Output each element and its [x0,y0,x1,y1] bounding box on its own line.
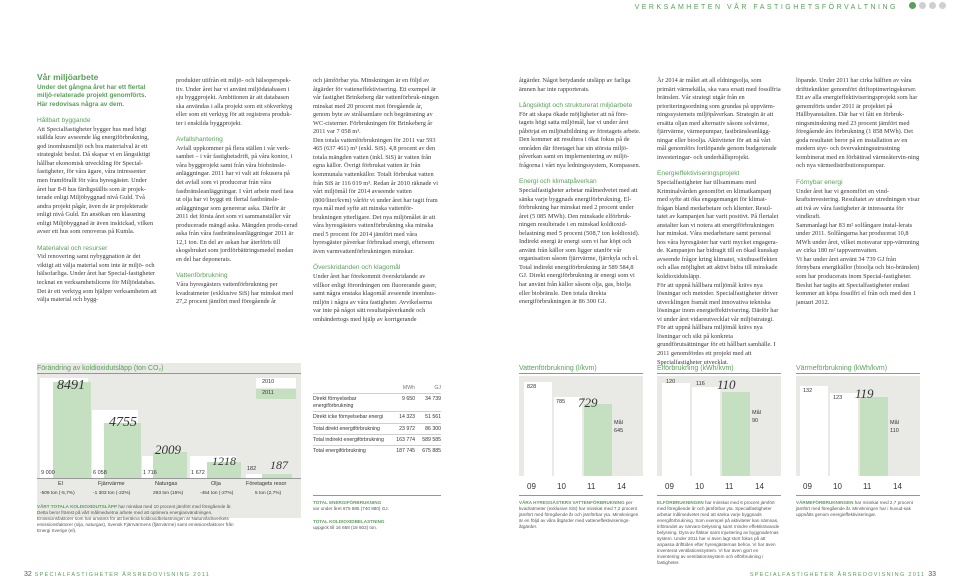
subheading: Energi och klimatpåverkan [519,178,597,186]
table-row [313,445,441,456]
page-number-left: 32 [24,571,32,578]
page-number-right: 33 [928,571,936,578]
water-value-09: 828 [527,384,537,390]
row-gj: 34 739 [425,396,441,403]
caption-lead: VÅRA HYRESGÄSTERS VATTENFÖRBRUKNING [519,500,625,505]
paragraph: För att uppnå hållbara miljömål krävs nya lösningar och sikt på konkreta grundförutsättningar för ett hållbart samhälle. I 2011 genomfördes ett projekt med att Specialfastigheter utvecklat. [657,324,776,366]
co2-category-el: El [58,481,63,487]
heat-year-14: 14 [893,482,902,491]
co2-change-resor: 5 ton (2,7%) [255,491,282,496]
paragraph: Under året har vi genomfört en vind-kraftsinvestering. Resultatet av utredningen visar att två av våra fastigheter är intressanta för vindkraft. [796,187,920,221]
heat-chart-title: Värmeförbrukning (kWh/kvm) [796,365,888,372]
paragraph: Specialfastigheter har tillsammans med Kriminalvården genomfört en klimatkampanj med syfte att öka engagemanget för klimat-frågan bland medarbetare och klienter. Resul-tatet av kampanjen har varit positivt. På flertalet anstalter kan vi notera att energiförbrukningen har minskat. Våra medarbetare samt personal hos våra hyresgäster har varit mycket engagera-de. Kampanjen har bidragit till en ökad kunskap avseende frågor kring klimatet, växthuseffekten och allas möjlighet att aktivt bidra till minskade koldioxidutsläpp. [657,179,779,281]
water-goal-value: 645 [614,428,624,434]
divider [796,495,920,496]
subheading: Förnybar energi [796,179,843,187]
heat-year-09: 09 [803,482,812,491]
column-header-gj: GJ [434,385,441,391]
paragraph: Specialfastigheter arbetar målmedvetet med att sänka varje byggnads energiförbrukning. El-förbrukning har minskat med 2 procent under året (5 085 MWh). Den minskade elförbruk-ningen resulterade i en minskad koldioxid-belastning med 5 procent (508,7 ton koldioxid). [519,187,640,237]
paragraph: Under året har förekommit överskridande av villkor enligt förordningen om fluorerande gaser, samt några enstaka klagomål avseende inomhus-miljön i några av våra fastigheter. Avvikelserna var inte på något sätt resultatpåverkande och omhändertogs med hjälp av korrigerande [313,273,437,323]
subheading: Energieffektiviseringsprojekt [657,170,740,178]
row-mwh: 163 774 [396,437,415,444]
caption-text: har minskat med 10 procent jämfört med föregående år. Detta beror främst på vårt målmedvetna arbete med att optimera energianvändningen. Emissionsfaktorer som har använts för att beräkna koldioxidbelastningen är Naturvårdsverkets emissionsfaktorer (olja, naturgas), Svensk Fjärrvärmens (fjärrvärme) samt emissionsfaktorer från Energi Sverige (el). [37,504,234,533]
energy-caption-2 [313,519,441,531]
column-header-mwh: MWh [402,385,415,391]
text-column-1 [37,73,157,305]
footer-right [750,571,936,578]
row-gj: 51 561 [425,414,441,421]
divider [657,495,781,496]
elec-chart-title: Elförbrukning (kWh/kvm) [657,365,734,372]
co2-caption [37,504,237,534]
caption-text: per kvadratmeter (exklusive SiS) har minskat med 7,2 procent jämfört med föregående år och jämförbar yta. Minskningen är en följd av våra åtgärder med vatteneffektiviserings-åtgärder. [519,500,639,529]
divider [313,495,441,496]
elec-bar-09 [662,383,690,476]
text-column-3 [313,77,441,324]
row-gj: 86 300 [425,425,441,432]
caption-lead: TOTAL ENERGIFÖRBRUKNING [313,500,382,505]
heat-year-10: 10 [833,482,842,491]
subheading: Långsiktigt och strukturerat miljöarbete [519,102,633,110]
co2-chart-title: Förändring av koldioxidutsläpp (ton CO₂) [37,365,164,372]
heat-goal-label: Mål [890,420,899,426]
subheading: Materialval och resurser [37,244,108,252]
heat-value-11: 119 [855,386,874,401]
water-caption [519,500,643,530]
elec-value-10: 116 [696,381,705,387]
water-bar-11 [584,404,612,476]
paragraph: Sammanlagt har 83 m² solfångare instal-lerats under 2011. Solfångarna har producerat 10,8 MWh under året, vilket motsvarar upp-värmning av cirka 180 m² tappvarmvatten. [796,221,920,255]
footer-left [24,571,210,578]
water-year-09: 09 [527,482,536,491]
caption-lead: VÅRT TOTALA KOLDIOXIDUTSLÄPP [37,504,118,509]
subheading: Avfallshantering [176,136,223,144]
text-column-6 [796,77,920,307]
paragraph: Vid renovering samt nybyggnation är det viktigt att välja material som inte är miljö- och hälsofarliga. Under året har Special-fastigheter tecknat en verksamhetslicens för Miljödatabas. Det är ett verktyg som hjälper verksamheten att välja material och bygg- [37,253,157,304]
co2-value-2011-naturgas: 2009 [155,442,181,457]
co2-value-2011-olja: 1218 [212,454,236,468]
paragraph: Indirekt energi är energi som vi har köpt och använt från källor som ligger utanför vår organisation såsom fjärrvärme, fjärrkyla och el. Total indirekt energiförbrukning är 589 584,8 GJ. Direkt energiförbrukning är energi som vi har använt från källor såsom olja, gas, biolja eller biobränsle. Den totala direkta energiförbrukningen är 86 300 GJ. [519,238,639,306]
paragraph: Beslut har tagits att Specialfastigheter endast kommer att köpa fossilfri el från och med den 1 januari 2012. [796,281,917,306]
text-column-4 [519,77,642,307]
legend-2010-label: 2010 [262,379,275,385]
divider [519,373,643,374]
caption-lead: ELFÖRBRUKNINGEN [657,500,704,505]
footer-publication-left: SPECIALFASTIGHETER ÅRSREDOVISNING 2011 [34,572,211,578]
caption-lead: TOTAL KOLDIOXIDBELASTNING [313,519,385,524]
divider [657,373,781,374]
row-label: Total direkt energiförbrukning [313,425,380,432]
subheading: Överskridanden och klagomål [313,264,401,272]
subheading: Vattenförbrukning [176,272,228,280]
text-column-5 [657,77,781,366]
paragraph: Avfall uppkommer på flera ställen i vår verk-samhet – i vår fastighetsdrift, på våra kontor, i våra byggprojekt samt från våra biobränsle-anläggningar. 2011 har vi valt att fokusera på det avfall som vi producerar från våra fastbränsleanläggningar. I vårt arbete med fasa ut olja har vi byggt ett flertal fastbränsle-anläggningar som genererar aska. Därför är 2011 det första året som vi sammanställer vår producerade mängd aska. Mängden produ-cerad aska från våra fastbränsleanläggningar 2011 är 12,1 ton. En del av askan har återförts till skogsbruket som jordförbättringsmedel medan en del har deponerats. [176,144,298,263]
paragraph: Våra hyresgästers vattenförbrukning per kvadratmeter (exklusive SiS) har minskat med 27,2 procent jämfört med föregående år [176,281,293,306]
row-label: Total indirekt energiförbrukning [313,437,384,444]
water-year-11: 11 [587,482,596,491]
heat-caption [796,500,920,518]
co2-change-naturgas: 293 ton (15%) [153,491,184,496]
text-column-2 [176,77,298,307]
caption-text: var under året 675 885 (740 880) GJ. [313,506,389,511]
heat-bar-11 [860,397,888,476]
caption-lead: VÄRMEFÖRBRUKNINGEN [796,500,854,505]
elec-year-14: 14 [755,482,764,491]
paragraph: åtgärder. Något betydande utsläpp av farliga ämnen har inte rapporterats. [519,77,631,93]
table-row [313,434,441,445]
footer-publication-right: SPECIALFASTIGHETER ÅRSREDOVISNING 2011 [749,572,926,578]
paragraph: och jämförbar yta. Minskningen är en följd av åtgärder för vatteneffektivisering. Ett exempel är vår fastighet Brinkeberg där vattenförbruk-ningen minskat med 20 procent mot föregående år, genom byte av strålsamlare och begränsning av WC-cisterner. Förbrukningen för Brinkeberg år 2011 var 7 058 m³. [313,77,439,136]
axis-line [37,478,301,479]
row-mwh: 187 745 [396,448,415,455]
indicator-dot [919,2,926,9]
water-value-11: 729 [578,395,598,410]
paragraph: År 2014 är målet att all eldningsolja, som primärt värmekälla, ska vara ersatt med fossilfria bränslen. Vår strategi utgår från en prioriteringsordning som grundas på uppvärm-ningssystemets miljöpåverkan. Strategin är att ersätta oljan med alternativ såsom solvärme, fjärrvärme, värmepumpar, fastbränsleanlägg-ningar eller bioolja. Aktiviteter för att nå vårt mål genomförs fortlöpande genom budgeterade investeringar- och underhållsprojekt. [657,77,781,161]
co2-bar-2011-el [53,382,91,478]
co2-value-2010-el: 9 000 [41,470,55,476]
elec-value-11: 110 [717,377,736,392]
co2-value-2011-fjarrvarme: 4755 [109,415,137,430]
paragraph: Att Specialfastigheter bygger hus med högt ställda krav avseende låg energiförbrukning, god inomhusmiljö och bra materialval är ett strategiskt beslut. Då skapar vi en långsiktigt hållbar ekonomisk utveckling för Special-fastigheter, för våra ägare, våra intressenter men framförallt för våra hyresgäster. Under året har 8-8 hus färdigställts som är projek-terade enligt Miljöbyggnad nivå Guld. Två andra projekt pågår, även de är projekterade enligt nivå Guld. En ansökan om klassning enligt Miljöbyggnad är även inskickad, vilken avser ett hus som renoveras på Kumla. [37,125,154,236]
paragraph: För att uppnå hållbara miljömål krävs nya lösningar och metoder. Specialfastigheter driver utvecklingen framåt med innovativa tekniska lösningar inom energieffektivisering. Därför har vi under året vidareutvecklat vår miljöstrategi. [657,281,779,323]
co2-value-2011-el: 8491 [57,378,85,393]
water-year-14: 14 [617,482,626,491]
co2-change-olja: -454 ton (-27%) [200,491,234,496]
row-gj: 675 885 [422,448,441,455]
elec-value-09: 120 [666,379,676,385]
elec-bar-11 [722,392,750,476]
co2-category-olja: Olja [211,481,221,487]
energy-table [313,383,441,457]
elec-goal-value: 90 [752,418,759,424]
co2-value-2010-olja: 1 672 [191,470,205,476]
heat-value-09: 132 [803,388,813,394]
heat-goal-value: 110 [890,428,899,434]
divider [519,495,643,496]
section-title: Vår miljöarbete [37,72,99,82]
legend-2011-label: 2011 [262,390,274,396]
row-label: Direkt icke förnyelsebar energi [313,414,384,421]
heat-bar-10 [830,393,858,476]
row-label: Total energiförbrukning [313,448,366,455]
divider [796,373,920,374]
indicator-dot [939,2,946,9]
row-mwh: 9 650 [402,396,415,403]
co2-value-2010-resor: 182 [247,466,257,472]
divider [37,373,301,374]
table-row [313,423,441,434]
paragraph: Den totala vattenförbrukningen för 2011 var 593 465 (637 461) m³ (exkl. SiS). 4,8 procent av den totala mängden vatten (inkl. SiS) är vatten från egna källor. Övrigt förbrukat vatten är från kommunala vattenkällor. Totalt förbrukat vatten från SiS är 116 019 m³. Redan år 2010 räknade vi vårt miljömål för 2014 avseende vatten (800/liter/kvm) vårför vi under året har tagit fram nya mål med syfte att minska vattenför-brukningen ytterligare. Det nya miljömålet är att våra hyresgästers vattenförbrukning ska minska med 5 procent för 2014 jämfört med våra hyresgäster påverkar förbrukad energi, eftersom även varmvattenförbrukningen minskar. [313,136,438,255]
co2-category-fjarrvarme: Fjärrvärme [98,481,125,487]
paragraph: produkter utifrån ett miljö- och hälsoperspek-tiv. Under året har vi använt miljödatabasen i sju byggprojekt. Ambitionen är att databasen ska användas i alla projekt som ett sökverktyg eller som ett verktyg för att registrera produk-ter i enskilda byggprojekt. [176,77,293,127]
co2-category-resor: Företagets resor [246,481,287,487]
elec-year-09: 09 [665,482,674,491]
co2-value-2010-naturgas: 1 716 [143,470,157,476]
row-mwh: 14 323 [399,414,415,421]
caption-text: har minskat med 2,7 procent jämfört med föregående år. Minskningen har i huvud-sak uppnåtts genom energieffektiviseringar. [796,500,913,517]
water-bar-09 [524,382,552,476]
indicator-dot [909,2,916,9]
heat-bar-09 [800,386,828,476]
co2-value-2010-fjarrvarme: 6 058 [93,470,107,476]
heat-value-10: 123 [833,395,843,401]
co2-value-2011-resor: 187 [270,458,288,472]
row-mwh: 23 972 [399,425,415,432]
water-chart-title: Vattenförbrukning (l/kvm) [519,365,597,372]
table-row [313,393,441,411]
elec-caption [657,500,781,565]
water-goal-label: Mål [614,420,623,426]
co2-category-naturgas: Naturgas [155,481,178,487]
water-year-10: 10 [557,482,566,491]
indicator-dot [929,2,936,9]
table-row [313,411,441,422]
section-header: VERKSAMHETEN VÅR FASTIGHETSFÖRVALTNING [634,4,898,11]
table-header [313,383,441,393]
elec-bar-10 [692,387,720,476]
page-indicator [909,2,946,9]
caption-text: har minskat med 6 procent jämfört med föregående år och jämförbar yta. Specialfastigheter arbetar målmedvetet med att sänka varje byggnads energiförbrukning. Som exempel på aktiviteter kan nämnas, införandet av närvaro-belysning samt mindre effektkrävande belysning. Dyra av fläktar samt injustering av byggnadernas system. Under 2011 har vi även lagt stort fokus på att anpassa drifttiden efter hyresgästernas behov. Vi har även inventerat ventilationssystem. Vi har även gjort en inventering av ventilationssystem och elförbrukning i fastigheter. [657,500,780,565]
co2-bar-2011-fjarrvarme [104,423,141,478]
row-label: Direkt förnyelsebar energiförbrukning [313,396,357,409]
co2-change-fjarrvarme: -1 303 ton (-22%) [93,491,131,496]
elec-year-11: 11 [725,482,734,491]
energy-caption-1 [313,500,441,512]
paragraph: För att skapa ökade möjligheter att nå före-tagets högt satta miljömål, har vi under året påbörjat en miljöutbildning av företagets arbete. Den kommer att resultera i ökat fokus på de områden där företaget har sin största miljö-påverkan samt en implementering av miljö-frågorna i vårt nya ledningssystem, Kompassen. [519,110,641,169]
row-gj: 589 585 [422,437,441,444]
subheading: Hållbart byggande [37,117,91,125]
elec-goal-label: Mål [752,410,761,416]
heat-year-11: 11 [863,482,872,491]
co2-change-el: -509 ton (-5,7%) [40,491,75,496]
caption-text: uppgick till 16 658 (18 602) ton. [313,525,378,530]
paragraph: Vi har under året använt 34 739 GJ från förnybara energikällor (bioolja och bio-bränslen) som har producerats inom Special-fastigheter. [796,255,920,281]
intro-text: Under det gångna året har ett flertal miljö-relaterade projekt genomförts. Här redovisas några av dem. [37,83,147,108]
elec-year-10: 10 [695,482,704,491]
water-value-10: 785 [556,399,566,405]
paragraph: löpande. Under 2011 har cirka hälften av våra driftteknikter genomfört driftoptimeringskurser. Ett av alla energieffektiviseringsprojekt som har genomförts under 2011 är projektet på Hällbyanstalten. Där har vi fått en förbruk-ningsminskning med 23 procent jämfört med föregående års förbrukning (1 858 MWh). Det goda resultatet beror på en installation av en modern styr- och övervakningsutrustning kombinerat med en förbättrad värmeåtervin-ning och nya värmedistributionspumpar. [796,77,920,170]
